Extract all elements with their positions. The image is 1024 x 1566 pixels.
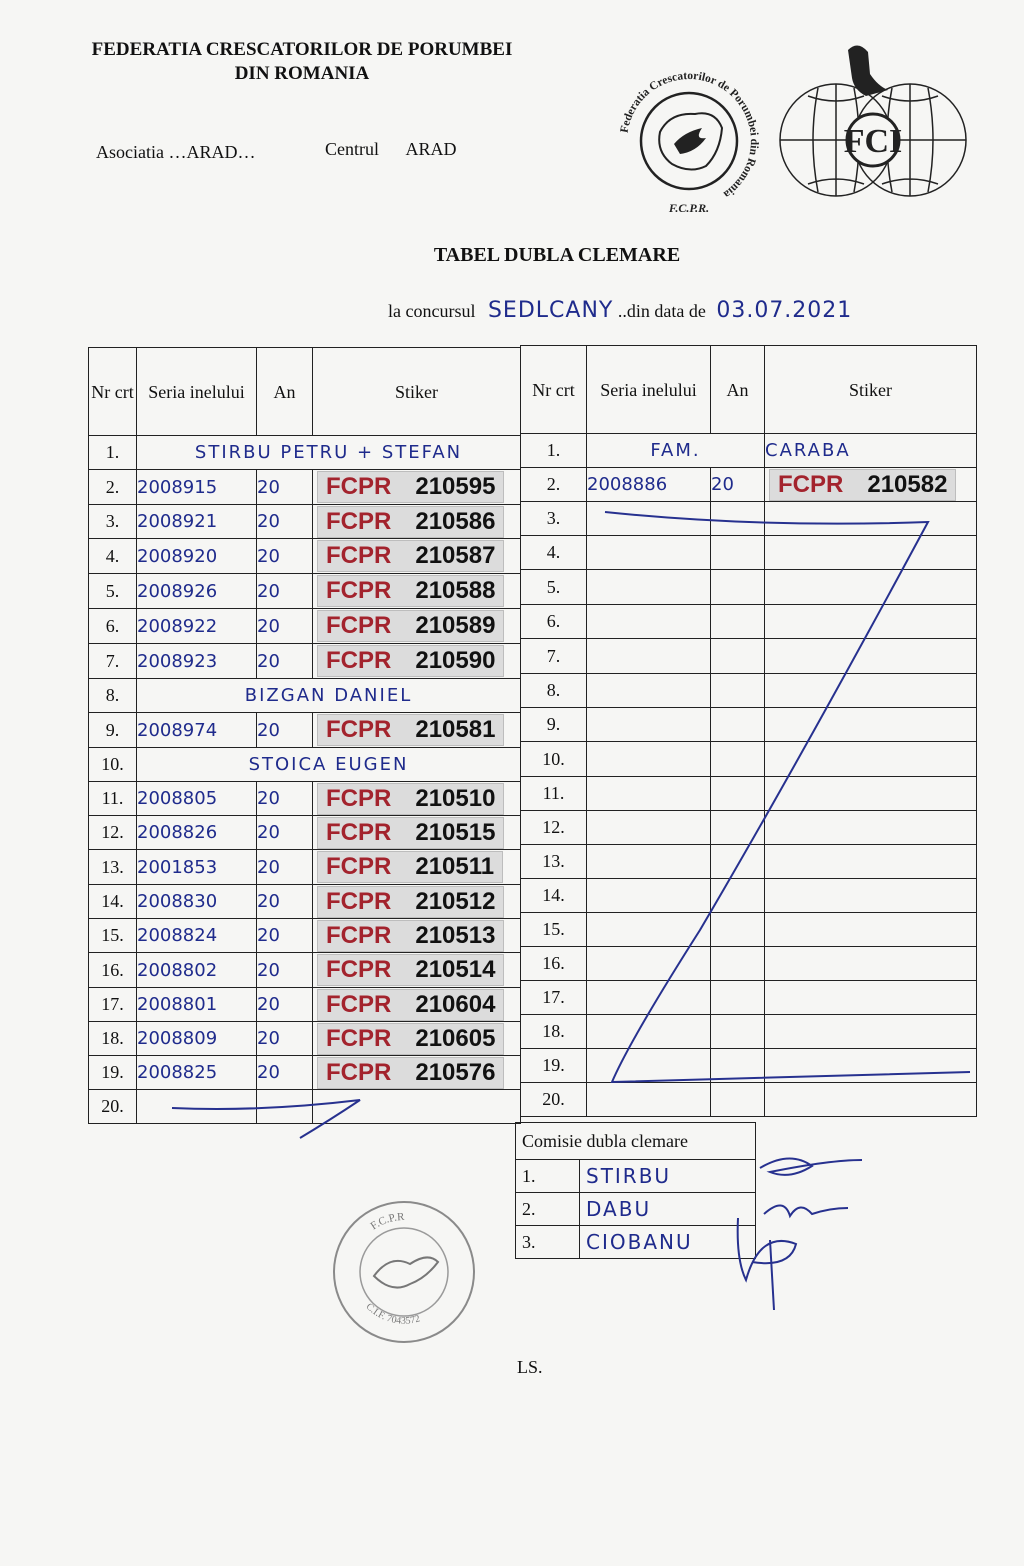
table-row (521, 468, 977, 502)
ring-series (587, 1049, 711, 1083)
sticker-cell (765, 845, 977, 879)
sticker-cell (765, 570, 977, 605)
ring-year: 20 (257, 850, 313, 885)
federation-line1: FEDERATIA CRESCATORILOR DE PORUMBEI (91, 39, 513, 60)
ring-series: 2008920 (137, 539, 257, 574)
sticker-cell (765, 536, 977, 570)
ring-series: 2008886 (587, 468, 711, 502)
sticker-label (317, 817, 504, 849)
association-seal (330, 1198, 478, 1346)
sticker-cell (313, 609, 521, 644)
ring-series (587, 811, 711, 845)
sticker-prefix: FCPR (326, 990, 392, 1018)
table-row (521, 674, 977, 708)
header-an: An (257, 348, 313, 436)
row-number: 19. (89, 1056, 137, 1090)
sticker-cell (765, 981, 977, 1015)
row-number: 2. (521, 468, 587, 502)
ring-series: 2008805 (137, 782, 257, 816)
table-row (89, 1056, 521, 1090)
ring-series: 2008923 (137, 644, 257, 679)
ring-year (711, 777, 765, 811)
ring-series: 2008801 (137, 988, 257, 1022)
sticker-cell (765, 1083, 977, 1117)
centrul-value: ARAD (405, 139, 457, 159)
sticker-cell (313, 850, 521, 885)
table-row (521, 570, 977, 605)
sticker-label (317, 920, 504, 952)
sticker-cell (765, 811, 977, 845)
row-number: 17. (89, 988, 137, 1022)
sticker-prefix: FCPR (326, 818, 392, 846)
owner-name: STOICA EUGEN (137, 748, 521, 782)
table-row (89, 816, 521, 850)
comisie-row (516, 1193, 756, 1226)
sticker-prefix: FCPR (326, 716, 392, 743)
ring-series: 2008926 (137, 574, 257, 609)
ring-series (587, 1015, 711, 1049)
sticker-label (317, 506, 504, 538)
ring-series (587, 879, 711, 913)
sticker-cell (313, 988, 521, 1022)
ring-year (711, 879, 765, 913)
table-row (89, 885, 521, 919)
row-number: 17. (521, 981, 587, 1015)
sticker-label (317, 954, 504, 986)
sticker-cell (765, 502, 977, 536)
sticker-cell (765, 1015, 977, 1049)
table-row (89, 539, 521, 574)
ring-year (711, 845, 765, 879)
ring-year (711, 913, 765, 947)
table-row (89, 919, 521, 953)
table-row (89, 782, 521, 816)
comisie-nr: 1. (516, 1160, 580, 1193)
table-row (521, 1015, 977, 1049)
ring-series (587, 1083, 711, 1117)
table-row (89, 436, 521, 470)
sticker-label (317, 610, 504, 642)
table-row (89, 953, 521, 988)
ring-year: 20 (257, 713, 313, 748)
sticker-prefix: FCPR (326, 887, 392, 915)
ring-year (711, 1083, 765, 1117)
comisie-row (516, 1226, 756, 1259)
ring-year: 20 (257, 505, 313, 539)
ring-series: 2008802 (137, 953, 257, 988)
table-row (89, 1090, 521, 1124)
sticker-label (317, 1057, 504, 1089)
ring-series (137, 1090, 257, 1124)
table-row (89, 850, 521, 885)
header-an: An (711, 346, 765, 434)
comisie-nr: 2. (516, 1193, 580, 1226)
row-number: 18. (521, 1015, 587, 1049)
ring-series: 2008921 (137, 505, 257, 539)
ring-year: 20 (257, 644, 313, 679)
centrul-field (325, 139, 457, 160)
table-row (521, 981, 977, 1015)
sticker-cell (765, 674, 977, 708)
row-number: 7. (89, 644, 137, 679)
row-number: 4. (89, 539, 137, 574)
row-number: 3. (521, 502, 587, 536)
header-seria: Seria inelului (137, 348, 257, 436)
row-number: 19. (521, 1049, 587, 1083)
table-row (521, 879, 977, 913)
date-value: 03.07.2021 (716, 298, 853, 323)
row-number: 2. (89, 470, 137, 505)
ring-series (587, 570, 711, 605)
comisie-name: DABU (580, 1193, 756, 1226)
ring-series: 2008809 (137, 1022, 257, 1056)
left-table (88, 347, 521, 1124)
ring-year: 20 (257, 539, 313, 574)
ring-year: 20 (257, 885, 313, 919)
concurs-value: SEDLCANY (487, 298, 614, 323)
sticker-number: 210581 (415, 716, 496, 743)
row-number: 14. (89, 885, 137, 919)
ring-year: 20 (257, 470, 313, 505)
sticker-prefix: FCPR (326, 473, 392, 500)
row-number: 13. (521, 845, 587, 879)
asociatia-field (96, 142, 256, 163)
left-header-row (89, 348, 521, 436)
ring-year: 20 (711, 468, 765, 502)
sticker-cell (313, 1090, 521, 1124)
row-number: 3. (89, 505, 137, 539)
sticker-cell (765, 742, 977, 777)
sticker-number: 210515 (415, 818, 496, 846)
sticker-prefix: FCPR (326, 612, 392, 639)
row-number: 12. (521, 811, 587, 845)
sticker-number: 210514 (415, 956, 496, 983)
owner-name: BIZGAN DANIEL (137, 679, 521, 713)
sticker-prefix: FCPR (326, 1058, 392, 1086)
owner-name: STIRBU PETRU + STEFAN (137, 436, 521, 470)
ring-series (587, 639, 711, 674)
ring-year: 20 (257, 953, 313, 988)
table-row (89, 644, 521, 679)
sticker-cell (765, 879, 977, 913)
row-number: 15. (89, 919, 137, 953)
sticker-number: 210512 (415, 887, 496, 915)
concurs-label: la concursul (388, 301, 476, 321)
header-nr-crt: Nr crt (521, 346, 587, 434)
table-row (521, 605, 977, 639)
sticker-label (317, 540, 504, 572)
table-row (521, 811, 977, 845)
table-row (521, 434, 977, 468)
table-row (89, 713, 521, 748)
ring-year (711, 981, 765, 1015)
ring-series: 2008826 (137, 816, 257, 850)
comisie-name: STIRBU (580, 1160, 756, 1193)
sticker-prefix: FCPR (326, 647, 392, 674)
ring-year: 20 (257, 1056, 313, 1090)
table-row (521, 708, 977, 742)
sticker-cell (765, 468, 977, 502)
sticker-label (317, 851, 503, 883)
table-row (89, 748, 521, 782)
row-number: 8. (89, 679, 137, 713)
header-nr-crt: Nr crt (89, 348, 137, 436)
sticker-cell (313, 470, 521, 505)
ring-year: 20 (257, 919, 313, 953)
row-number: 5. (89, 574, 137, 609)
ring-series (587, 502, 711, 536)
table-row (521, 1083, 977, 1117)
sticker-label (317, 645, 504, 677)
ring-series (587, 605, 711, 639)
sticker-cell (313, 919, 521, 953)
ring-year: 20 (257, 574, 313, 609)
sticker-prefix: FCPR (326, 542, 392, 569)
table-row (89, 679, 521, 713)
sticker-cell (765, 947, 977, 981)
ring-series (587, 742, 711, 777)
sticker-prefix: FCPR (778, 470, 844, 498)
fcpr-logo-abbrev: F.C.P.R. (668, 201, 710, 215)
sticker-label (317, 471, 504, 503)
table-row (89, 574, 521, 609)
table-row (521, 913, 977, 947)
ring-series: 2008974 (137, 713, 257, 748)
table-row (89, 505, 521, 539)
ring-series (587, 947, 711, 981)
sticker-cell (765, 708, 977, 742)
ls-label: LS. (517, 1357, 543, 1377)
sticker-prefix: FCPR (326, 921, 392, 949)
comisie-nr: 3. (516, 1226, 580, 1259)
sticker-number: 210510 (415, 784, 496, 812)
fci-logo-text: FCI (843, 123, 903, 160)
fci-logo (778, 40, 968, 210)
table-row (521, 639, 977, 674)
ring-year (711, 502, 765, 536)
right-table (520, 345, 977, 1117)
sticker-number: 210586 (415, 507, 496, 535)
sticker-cell (765, 1049, 977, 1083)
row-number: 10. (521, 742, 587, 777)
ring-year: 20 (257, 782, 313, 816)
ring-series (587, 845, 711, 879)
sticker-number: 210576 (415, 1058, 496, 1086)
row-number: 1. (521, 434, 587, 468)
sticker-label (317, 714, 504, 746)
sticker-cell (313, 953, 521, 988)
ring-series (587, 536, 711, 570)
table-row (521, 1049, 977, 1083)
sticker-cell (765, 639, 977, 674)
ring-year (711, 742, 765, 777)
sticker-number: 210588 (415, 577, 496, 604)
ring-year (711, 639, 765, 674)
row-number: 9. (521, 708, 587, 742)
sticker-label (317, 783, 504, 815)
ring-series: 2008825 (137, 1056, 257, 1090)
sticker-number: 210587 (415, 542, 496, 569)
ring-year (711, 1015, 765, 1049)
ring-year (257, 1090, 313, 1124)
row-number: 10. (89, 748, 137, 782)
header-stiker: Stiker (313, 348, 521, 436)
concurs-line (388, 298, 852, 323)
table-row (521, 536, 977, 570)
table-row (521, 845, 977, 879)
comisie-table (515, 1122, 756, 1259)
sticker-prefix: FCPR (326, 1024, 392, 1052)
asociatia-value: …ARAD… (168, 142, 256, 162)
federation-title (82, 38, 522, 86)
row-number: 13. (89, 850, 137, 885)
row-number: 18. (89, 1022, 137, 1056)
sticker-cell (765, 605, 977, 639)
sticker-cell (313, 644, 521, 679)
row-number: 4. (521, 536, 587, 570)
ring-series (587, 674, 711, 708)
sticker-label (317, 886, 504, 918)
row-number: 20. (89, 1090, 137, 1124)
ring-year (711, 708, 765, 742)
ring-series: 2008915 (137, 470, 257, 505)
seal-top-text: F.C.P.R (368, 1210, 405, 1233)
comisie-row (516, 1160, 756, 1193)
sticker-cell (313, 1056, 521, 1090)
asociatia-label: Asociatia (96, 142, 164, 162)
sticker-number: 210590 (415, 647, 496, 674)
seal-bottom-text: C.I.F. 7043572 (363, 1301, 422, 1327)
ring-series: 2008824 (137, 919, 257, 953)
sticker-cell (313, 713, 521, 748)
ring-series (587, 708, 711, 742)
ring-series (587, 777, 711, 811)
row-number: 6. (521, 605, 587, 639)
sticker-number: 210513 (415, 921, 496, 949)
ring-series: 2008922 (137, 609, 257, 644)
ring-year (711, 605, 765, 639)
ring-year (711, 1049, 765, 1083)
row-number: 12. (89, 816, 137, 850)
table-row (521, 502, 977, 536)
sticker-prefix: FCPR (326, 956, 392, 983)
sticker-prefix: FCPR (326, 853, 392, 880)
sticker-number: 210582 (867, 470, 948, 498)
row-number: 1. (89, 436, 137, 470)
sticker-cell (313, 782, 521, 816)
sticker-cell (313, 816, 521, 850)
sticker-label (317, 575, 504, 607)
table-row (89, 470, 521, 505)
sticker-cell (313, 539, 521, 574)
sticker-label (317, 989, 504, 1021)
sticker-prefix: FCPR (326, 784, 392, 812)
sticker-cell (313, 885, 521, 919)
sticker-number: 210605 (415, 1024, 496, 1052)
comisie-title: Comisie dubla clemare (516, 1123, 756, 1160)
ring-year (711, 947, 765, 981)
table-row (521, 742, 977, 777)
ring-year: 20 (257, 816, 313, 850)
ring-series (587, 913, 711, 947)
table-row (521, 777, 977, 811)
sticker-number: 210604 (415, 990, 496, 1018)
fcpr-logo-ring-text: Federatia Crescatorilor de Porumbei din Romania (618, 69, 761, 201)
row-number: 16. (89, 953, 137, 988)
header-stiker: Stiker (765, 346, 977, 434)
table-row (89, 1022, 521, 1056)
table-row (521, 947, 977, 981)
centrul-label: Centrul (325, 139, 379, 159)
row-number: 7. (521, 639, 587, 674)
fcpr-logo (610, 62, 768, 220)
ring-year (711, 811, 765, 845)
sticker-prefix: FCPR (326, 577, 392, 604)
comisie-name: CIOBANU (580, 1226, 756, 1259)
row-number: 11. (89, 782, 137, 816)
owner-name-part: CARABA (765, 434, 977, 468)
ring-series (587, 981, 711, 1015)
sticker-cell (313, 574, 521, 609)
row-number: 6. (89, 609, 137, 644)
sticker-cell (313, 505, 521, 539)
row-number: 20. (521, 1083, 587, 1117)
row-number: 14. (521, 879, 587, 913)
header-seria: Seria inelului (587, 346, 711, 434)
sticker-label (769, 469, 956, 501)
row-number: 11. (521, 777, 587, 811)
sticker-label (317, 1023, 504, 1055)
ring-year (711, 570, 765, 605)
federation-line2: DIN ROMANIA (234, 63, 370, 84)
sticker-cell (765, 777, 977, 811)
document-title: TABEL DUBLA CLEMARE (433, 244, 681, 266)
row-number: 9. (89, 713, 137, 748)
sticker-number: 210595 (415, 473, 496, 500)
row-number: 15. (521, 913, 587, 947)
ring-year: 20 (257, 609, 313, 644)
ring-series: 2001853 (137, 850, 257, 885)
date-label: ..din data de (617, 301, 706, 321)
owner-name-part: FAM. (587, 434, 765, 468)
right-header-row (521, 346, 977, 434)
sticker-cell (765, 913, 977, 947)
row-number: 16. (521, 947, 587, 981)
ring-year (711, 536, 765, 570)
ring-year: 20 (257, 988, 313, 1022)
sticker-prefix: FCPR (326, 507, 392, 535)
table-row (89, 988, 521, 1022)
table-row (89, 609, 521, 644)
signature-2 (764, 1205, 848, 1216)
sticker-number: 210589 (415, 612, 496, 639)
ring-series: 2008830 (137, 885, 257, 919)
sticker-cell (313, 1022, 521, 1056)
sticker-number: 210511 (415, 853, 495, 880)
ring-year: 20 (257, 1022, 313, 1056)
row-number: 8. (521, 674, 587, 708)
row-number: 5. (521, 570, 587, 605)
ring-year (711, 674, 765, 708)
signature-1 (760, 1158, 862, 1174)
